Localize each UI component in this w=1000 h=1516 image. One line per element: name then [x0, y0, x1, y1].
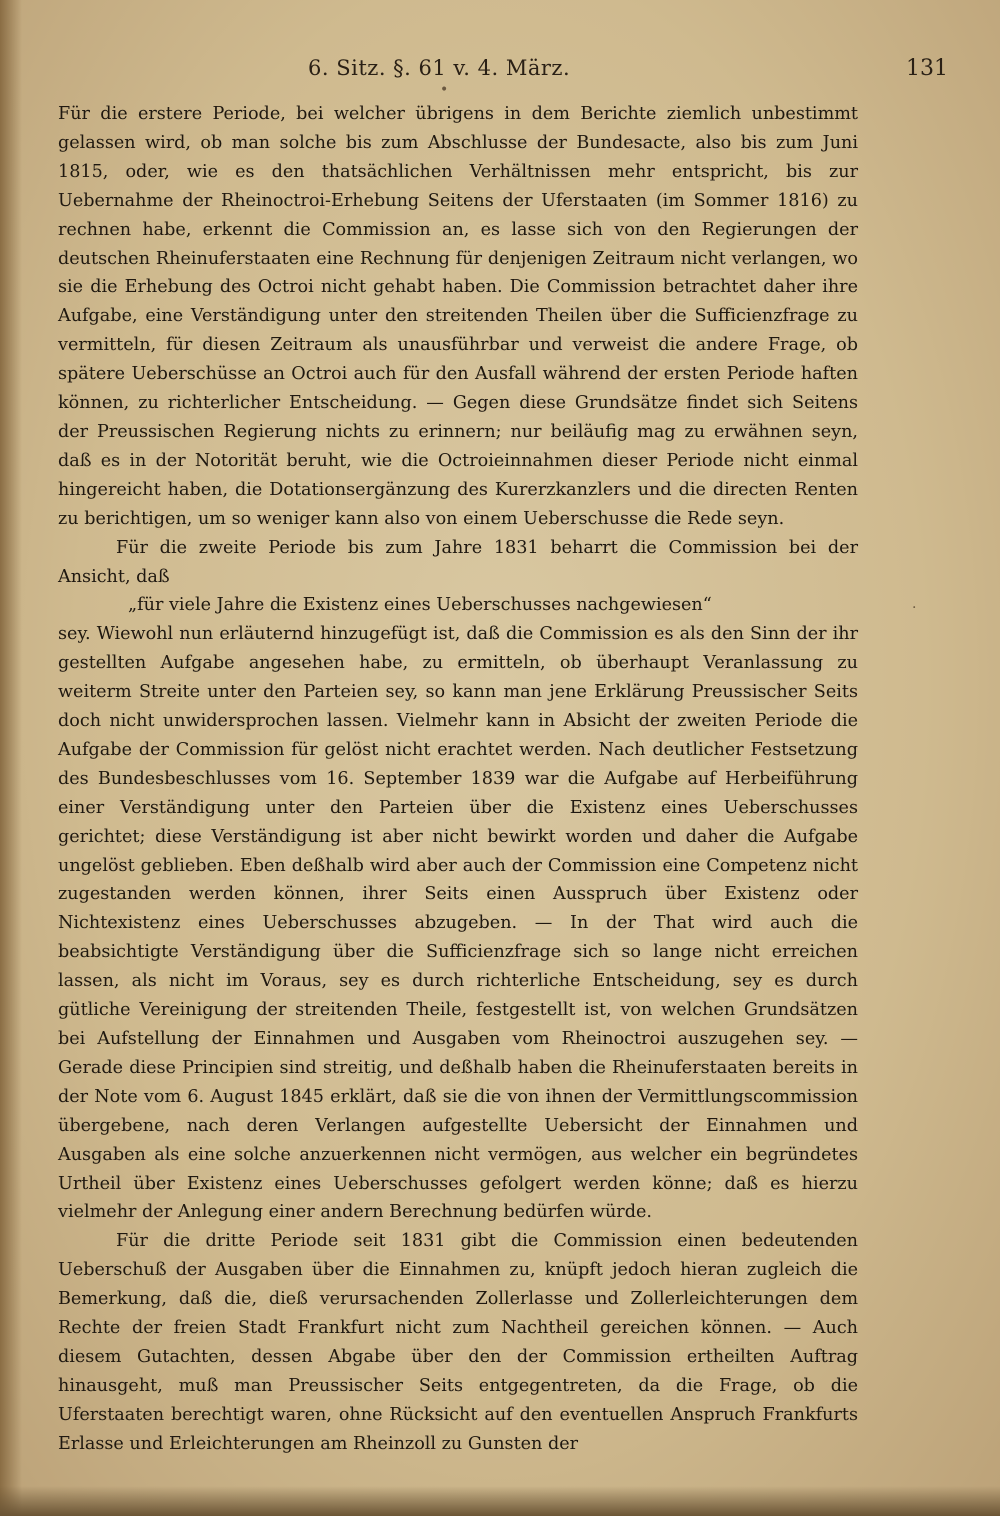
paragraph-third-period: Für die dritte Periode seit 1831 gibt die Commission einen bedeutenden Ueberschuß der Ausgaben über die Einnahmen zu, knüpft jedoch hieran zugleich die Bemerkung, daß die, dieß verursachenden Zollerlasse und Zollerleichterungen dem Rechte der freien Stadt Frankfurt nicht zum Nachtheil gereichen können. — Auch diesem Gutachten, dessen Abgabe über den der Commission ertheilten Auftrag hinausgeht, muß man Preussischer Seits entgegentreten, da die Frage, ob die Uferstaaten berechtigt waren, ohne Rücksicht auf den eventuellen Anspruch Frankfurts Erlasse und Erleichterungen am Rheinzoll zu Gunsten der: [58, 1231, 858, 1454]
paragraph-second-period-argument: sey. Wiewohl nun erläuternd hinzugefügt ist, daß die Commission es als den Sinn der ihr gestellten Aufgabe angesehen habe, zu ermitteln, ob überhaupt Veranlassung zu weiterm Streite unter den Parteien sey, so kann man jene Erklärung Preussischer Seits doch nicht unwidersprochen lassen. Vielmehr kann in Absicht der zweiten Periode die Aufgabe der Commission für gelöst nicht erachtet werden. Nach deutlicher Festsetzung des Bundesbeschlusses vom 16. September 1839 war die Aufgabe auf Herbeiführung einer Verständigung unter den Parteien über die Existenz eines Ueberschusses gerichtet; diese Verständigung ist aber nicht bewirkt worden und daher die Aufgabe ungelöst geblieben. Eben deßhalb wird aber auch der Commission eine Competenz nicht zugestanden werden können, ihrer Seits einen Ausspruch über Existenz oder Nichtexistenz eines Ueberschusses abzugeben. — In der That wird auch die beabsichtigte Verständigung über die Sufficienzfrage sich so lange nicht erreichen lassen, als nicht im Voraus, sey es durch richterliche Entscheidung, sey es durch gütliche Vereinigung der streitenden Theile, festgestellt ist, von welchen Grundsätzen bei Aufstellung der Einnahmen und Ausgaben vom Rheinoctroi auszugehen sey. — Gerade diese Principien sind streitig, und deßhalb haben die Rheinuferstaaten bereits in der Note vom 6. August 1845 erklärt, daß sie die von ihnen der Vermittlungscommission übergebene, nach deren Verlangen aufgestellte Uebersicht der Einnahmen und Ausgaben als eine solche anzuerkennen nicht vermögen, aus welcher ein begründetes Urtheil über Existenz eines Ueberschusses gefolgert werden könne; daß es hierzu vielmehr der Anlegung einer andern Berechnung bedürfen würde.: [58, 624, 858, 1223]
quoted-phrase: „für viele Jahre die Existenz eines Ueberschusses nachgewiesen“: [128, 595, 712, 616]
page-number: 131: [906, 56, 948, 81]
page-edge-shadow-bottom: [0, 1486, 1000, 1516]
body-text: [58, 100, 858, 1459]
ink-speck-mark: •: [440, 82, 449, 98]
running-head: 6. Sitz. §. 61 v. 4. März.: [308, 56, 571, 80]
ink-speck-mark: ·: [912, 600, 917, 616]
page-header: [58, 56, 948, 88]
page-edge-shadow-left: [0, 0, 22, 1516]
paragraph-first-period: Für die erstere Periode, bei welcher übrigens in dem Berichte ziemlich unbestimmt gelassen wird, ob man solche bis zum Abschlusse der Bundesacte, also bis zum Juni 1815, oder, wie es den thatsächlichen Verhältnissen mehr entspricht, bis zur Uebernahme der Rheinoctroi-Erhebung Seitens der Uferstaaten (im Sommer 1816) zu rechnen habe, erkennt die Commission an, es lasse sich von den Regierungen der deutschen Rheinuferstaaten eine Rechnung für denjenigen Zeitraum nicht verlangen, wo sie die Erhebung des Octroi nicht gehabt haben. Die Commission betrachtet daher ihre Aufgabe, eine Verständigung unter den streitenden Theilen über die Sufficienzfrage zu vermitteln, für diesen Zeitraum als unausführbar und verweist die andere Frage, ob spätere Ueberschüsse an Octroi auch für den Ausfall während der ersten Periode haften können, zu richterlicher Entscheidung. — Gegen diese Grundsätze findet sich Seitens der Preussischen Regierung nichts zu erinnern; nur beiläufig mag zu erwähnen seyn, daß es in der Notorität beruht, wie die Octroieinnahmen dieser Periode nicht einmal hingereicht haben, die Dotationsergänzung des Kurerzkanzlers und die directen Renten zu berichtigen, um so weniger kann also von einem Ueberschusse die Rede seyn.: [58, 104, 858, 529]
paragraph-second-period-intro: Für die zweite Periode bis zum Jahre 1831 beharrt die Commission bei der Ansicht, daß: [58, 537, 858, 587]
